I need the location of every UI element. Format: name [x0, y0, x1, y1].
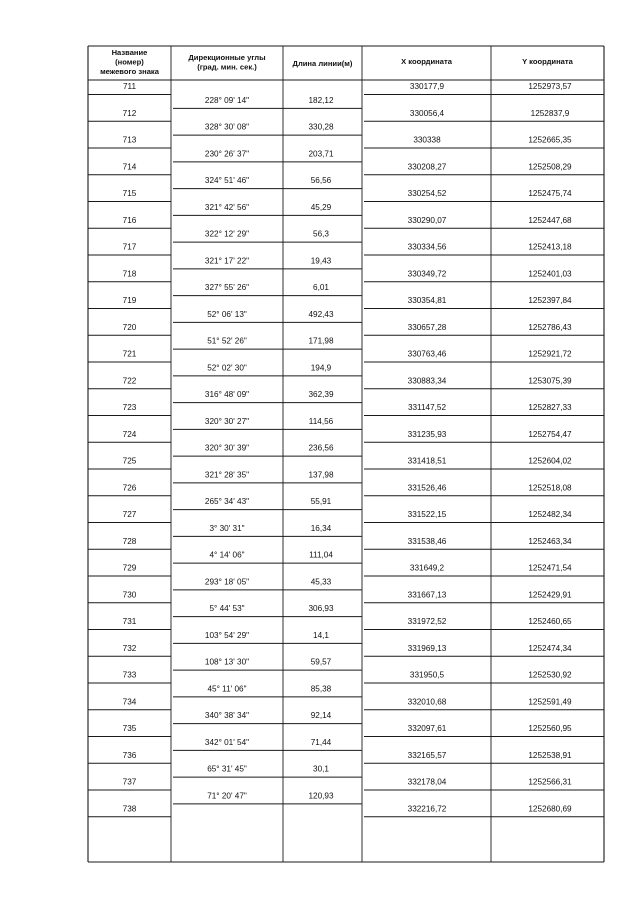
point-number: 736	[122, 750, 137, 760]
x-coordinate: 330334,56	[407, 242, 447, 252]
line-length: 71,44	[310, 737, 332, 747]
point-number: 719	[122, 296, 137, 305]
line-length: 6,01	[313, 283, 329, 293]
y-coordinate: 1252401,03	[528, 269, 572, 279]
x-coordinate: 331538,46	[407, 536, 447, 546]
direction-angle: 103° 54' 29"	[204, 630, 250, 640]
line-length: 59,57	[310, 657, 332, 667]
line-length: 92,14	[310, 711, 332, 721]
point-number: 718	[122, 269, 137, 279]
direction-angle: 65° 31' 45"	[207, 764, 247, 774]
direction-angle: 230° 26' 37"	[204, 149, 250, 159]
direction-angle: 4° 14' 06"	[209, 550, 245, 560]
x-coordinate: 330349,72	[407, 269, 447, 279]
y-coordinate: 1252463,34	[528, 536, 572, 546]
line-length: 194,9	[310, 363, 332, 373]
direction-angle: 52° 06' 13"	[207, 309, 247, 319]
y-coordinate: 1252413,18	[528, 242, 572, 252]
point-number: 737	[122, 777, 137, 787]
y-coordinate: 1252482,34	[528, 510, 572, 519]
line-length: 171,98	[308, 336, 334, 346]
direction-angle: 293° 18' 05"	[204, 577, 250, 587]
y-coordinate: 1252827,33	[528, 403, 572, 412]
point-number: 721	[122, 349, 137, 359]
x-coordinate: 331526,46	[407, 483, 447, 493]
y-coordinate: 1252475,74	[528, 189, 572, 198]
point-number: 733	[122, 670, 137, 680]
y-coordinate: 1252604,02	[528, 456, 572, 466]
point-number: 731	[122, 617, 137, 626]
point-number: 725	[122, 456, 137, 466]
x-coordinate: 330338	[413, 135, 441, 145]
y-coordinate: 1252837,9	[530, 108, 570, 118]
direction-angle: 324° 51' 46"	[204, 176, 250, 186]
y-coordinate: 1252538,91	[528, 750, 572, 760]
x-coordinate: 332165,57	[407, 750, 447, 760]
x-coordinate: 331972,52	[407, 617, 447, 626]
line-length: 111,04	[309, 550, 333, 560]
point-number: 714	[122, 162, 137, 172]
point-number: 716	[122, 215, 137, 225]
direction-angle: 45° 11' 06"	[207, 684, 247, 694]
point-number: 713	[122, 135, 137, 145]
y-coordinate: 1252665,35	[528, 135, 572, 145]
x-coordinate: 330177,9	[409, 82, 445, 91]
header-direction-angle: (град. мин. сек.)	[197, 62, 257, 72]
point-number: 717	[122, 242, 137, 252]
y-coordinate: 1252397,84	[528, 296, 572, 305]
x-coordinate: 331235,93	[407, 429, 447, 439]
line-length: 114,56	[308, 416, 334, 426]
direction-angle: 316° 48' 09"	[204, 390, 250, 400]
point-number: 738	[122, 804, 137, 814]
line-length: 45,29	[310, 202, 332, 212]
y-coordinate: 1252566,31	[528, 777, 572, 787]
y-coordinate: 1252508,29	[528, 162, 572, 172]
point-number: 723	[122, 403, 137, 412]
header-point-name: (номер)	[115, 57, 144, 67]
line-length: 362,39	[308, 390, 334, 400]
point-number: 728	[122, 536, 137, 546]
direction-angle: 320° 30' 27"	[204, 416, 250, 426]
y-coordinate: 1252474,34	[528, 643, 572, 653]
line-length: 85,38	[310, 684, 332, 694]
x-coordinate: 332010,68	[407, 697, 447, 707]
x-coordinate: 332178,04	[407, 777, 447, 787]
line-length: 330,28	[308, 122, 334, 132]
x-coordinate: 332097,61	[407, 724, 447, 733]
line-length: 45,33	[310, 577, 332, 587]
direction-angle: 5° 44' 53"	[209, 604, 245, 614]
header-point-name: межевого знака	[100, 67, 159, 76]
x-coordinate: 332216,72	[407, 804, 447, 814]
header-x-coordinate: X координата	[401, 57, 452, 66]
line-length: 120,93	[308, 791, 334, 801]
y-coordinate: 1252530,92	[528, 670, 572, 680]
y-coordinate: 1252460,65	[528, 617, 572, 626]
direction-angle: 71° 20' 47"	[207, 791, 247, 801]
line-length: 306,93	[308, 604, 334, 614]
x-coordinate: 331147,52	[407, 403, 447, 412]
point-number: 730	[122, 590, 137, 600]
y-coordinate: 1252560,95	[528, 724, 572, 733]
direction-angle: 321° 17' 22"	[204, 256, 250, 266]
line-length: 56,56	[310, 176, 332, 186]
y-coordinate: 1252786,43	[528, 322, 572, 332]
header-line-length: Длина линии(м)	[292, 59, 353, 68]
point-number: 720	[122, 322, 137, 332]
direction-angle: 327° 55' 26"	[204, 283, 250, 293]
point-number: 732	[122, 643, 137, 653]
direction-angle: 321° 42' 56"	[204, 202, 250, 212]
line-length: 16,34	[310, 523, 332, 533]
direction-angle: 108° 13' 30"	[204, 657, 250, 667]
x-coordinate: 330763,46	[407, 349, 447, 359]
direction-angle: 3° 30' 31"	[209, 523, 245, 533]
line-length: 14,1	[313, 630, 329, 640]
line-length: 137,98	[308, 470, 334, 480]
direction-angle: 328° 30' 08"	[204, 122, 250, 132]
direction-angle: 320° 30' 39"	[204, 443, 250, 453]
y-coordinate: 1253075,39	[528, 376, 572, 386]
x-coordinate: 330254,52	[407, 189, 447, 198]
direction-angle: 342° 01' 54"	[204, 737, 250, 747]
point-number: 727	[122, 510, 137, 519]
direction-angle: 322° 12' 29"	[204, 229, 250, 239]
point-number: 724	[122, 429, 137, 439]
direction-angle: 228° 09' 14"	[204, 95, 250, 105]
x-coordinate: 331649,2	[409, 563, 445, 573]
x-coordinate: 330208,27	[407, 162, 447, 172]
line-length: 236,56	[308, 443, 334, 453]
point-number: 711	[122, 82, 137, 91]
point-number: 712	[122, 108, 137, 118]
header-y-coordinate: Y координата	[522, 57, 573, 66]
y-coordinate: 1252447,68	[528, 215, 572, 225]
line-length: 56,3	[313, 229, 329, 239]
y-coordinate: 1252518,08	[528, 483, 572, 493]
x-coordinate: 331418,51	[407, 456, 447, 466]
direction-angle: 340° 38' 34"	[204, 711, 250, 721]
y-coordinate: 1252680,69	[528, 804, 572, 814]
point-number: 722	[122, 376, 137, 386]
direction-angle: 265° 34' 43"	[204, 497, 250, 507]
header-direction-angle: Дирекционные углы	[188, 53, 266, 62]
direction-angle: 321° 28' 35"	[204, 470, 250, 480]
x-coordinate: 330056,4	[409, 108, 445, 118]
table-grid	[88, 46, 604, 862]
point-number: 734	[122, 697, 137, 707]
x-coordinate: 330657,28	[407, 322, 447, 332]
x-coordinate: 331522,15	[407, 510, 447, 519]
x-coordinate: 330883,34	[407, 376, 447, 386]
line-length: 492,43	[308, 309, 334, 319]
point-number: 715	[122, 189, 137, 198]
point-number: 735	[122, 724, 137, 733]
point-number: 726	[122, 483, 137, 493]
y-coordinate: 1252471,54	[528, 563, 572, 573]
line-length: 182,12	[308, 95, 334, 105]
y-coordinate: 1252591,49	[528, 697, 572, 707]
x-coordinate: 331667,13	[407, 590, 447, 600]
direction-angle: 51° 52' 26"	[207, 336, 247, 346]
y-coordinate: 1252973,57	[528, 82, 572, 91]
x-coordinate: 331950,5	[409, 670, 445, 680]
line-length: 19,43	[310, 256, 332, 266]
line-length: 203,71	[308, 149, 334, 159]
table-body	[123, 82, 572, 813]
y-coordinate: 1252429,91	[528, 590, 572, 600]
x-coordinate: 330354,81	[407, 296, 447, 305]
line-length: 55,91	[310, 497, 332, 507]
line-length: 30,1	[313, 764, 329, 774]
point-number: 729	[122, 563, 137, 573]
y-coordinate: 1252921,72	[528, 349, 572, 359]
x-coordinate: 330290,07	[407, 215, 447, 225]
header-point-name: Название	[111, 48, 148, 57]
x-coordinate: 331969,13	[407, 643, 447, 653]
direction-angle: 52° 02' 30"	[207, 363, 247, 373]
y-coordinate: 1252754,47	[528, 429, 572, 439]
